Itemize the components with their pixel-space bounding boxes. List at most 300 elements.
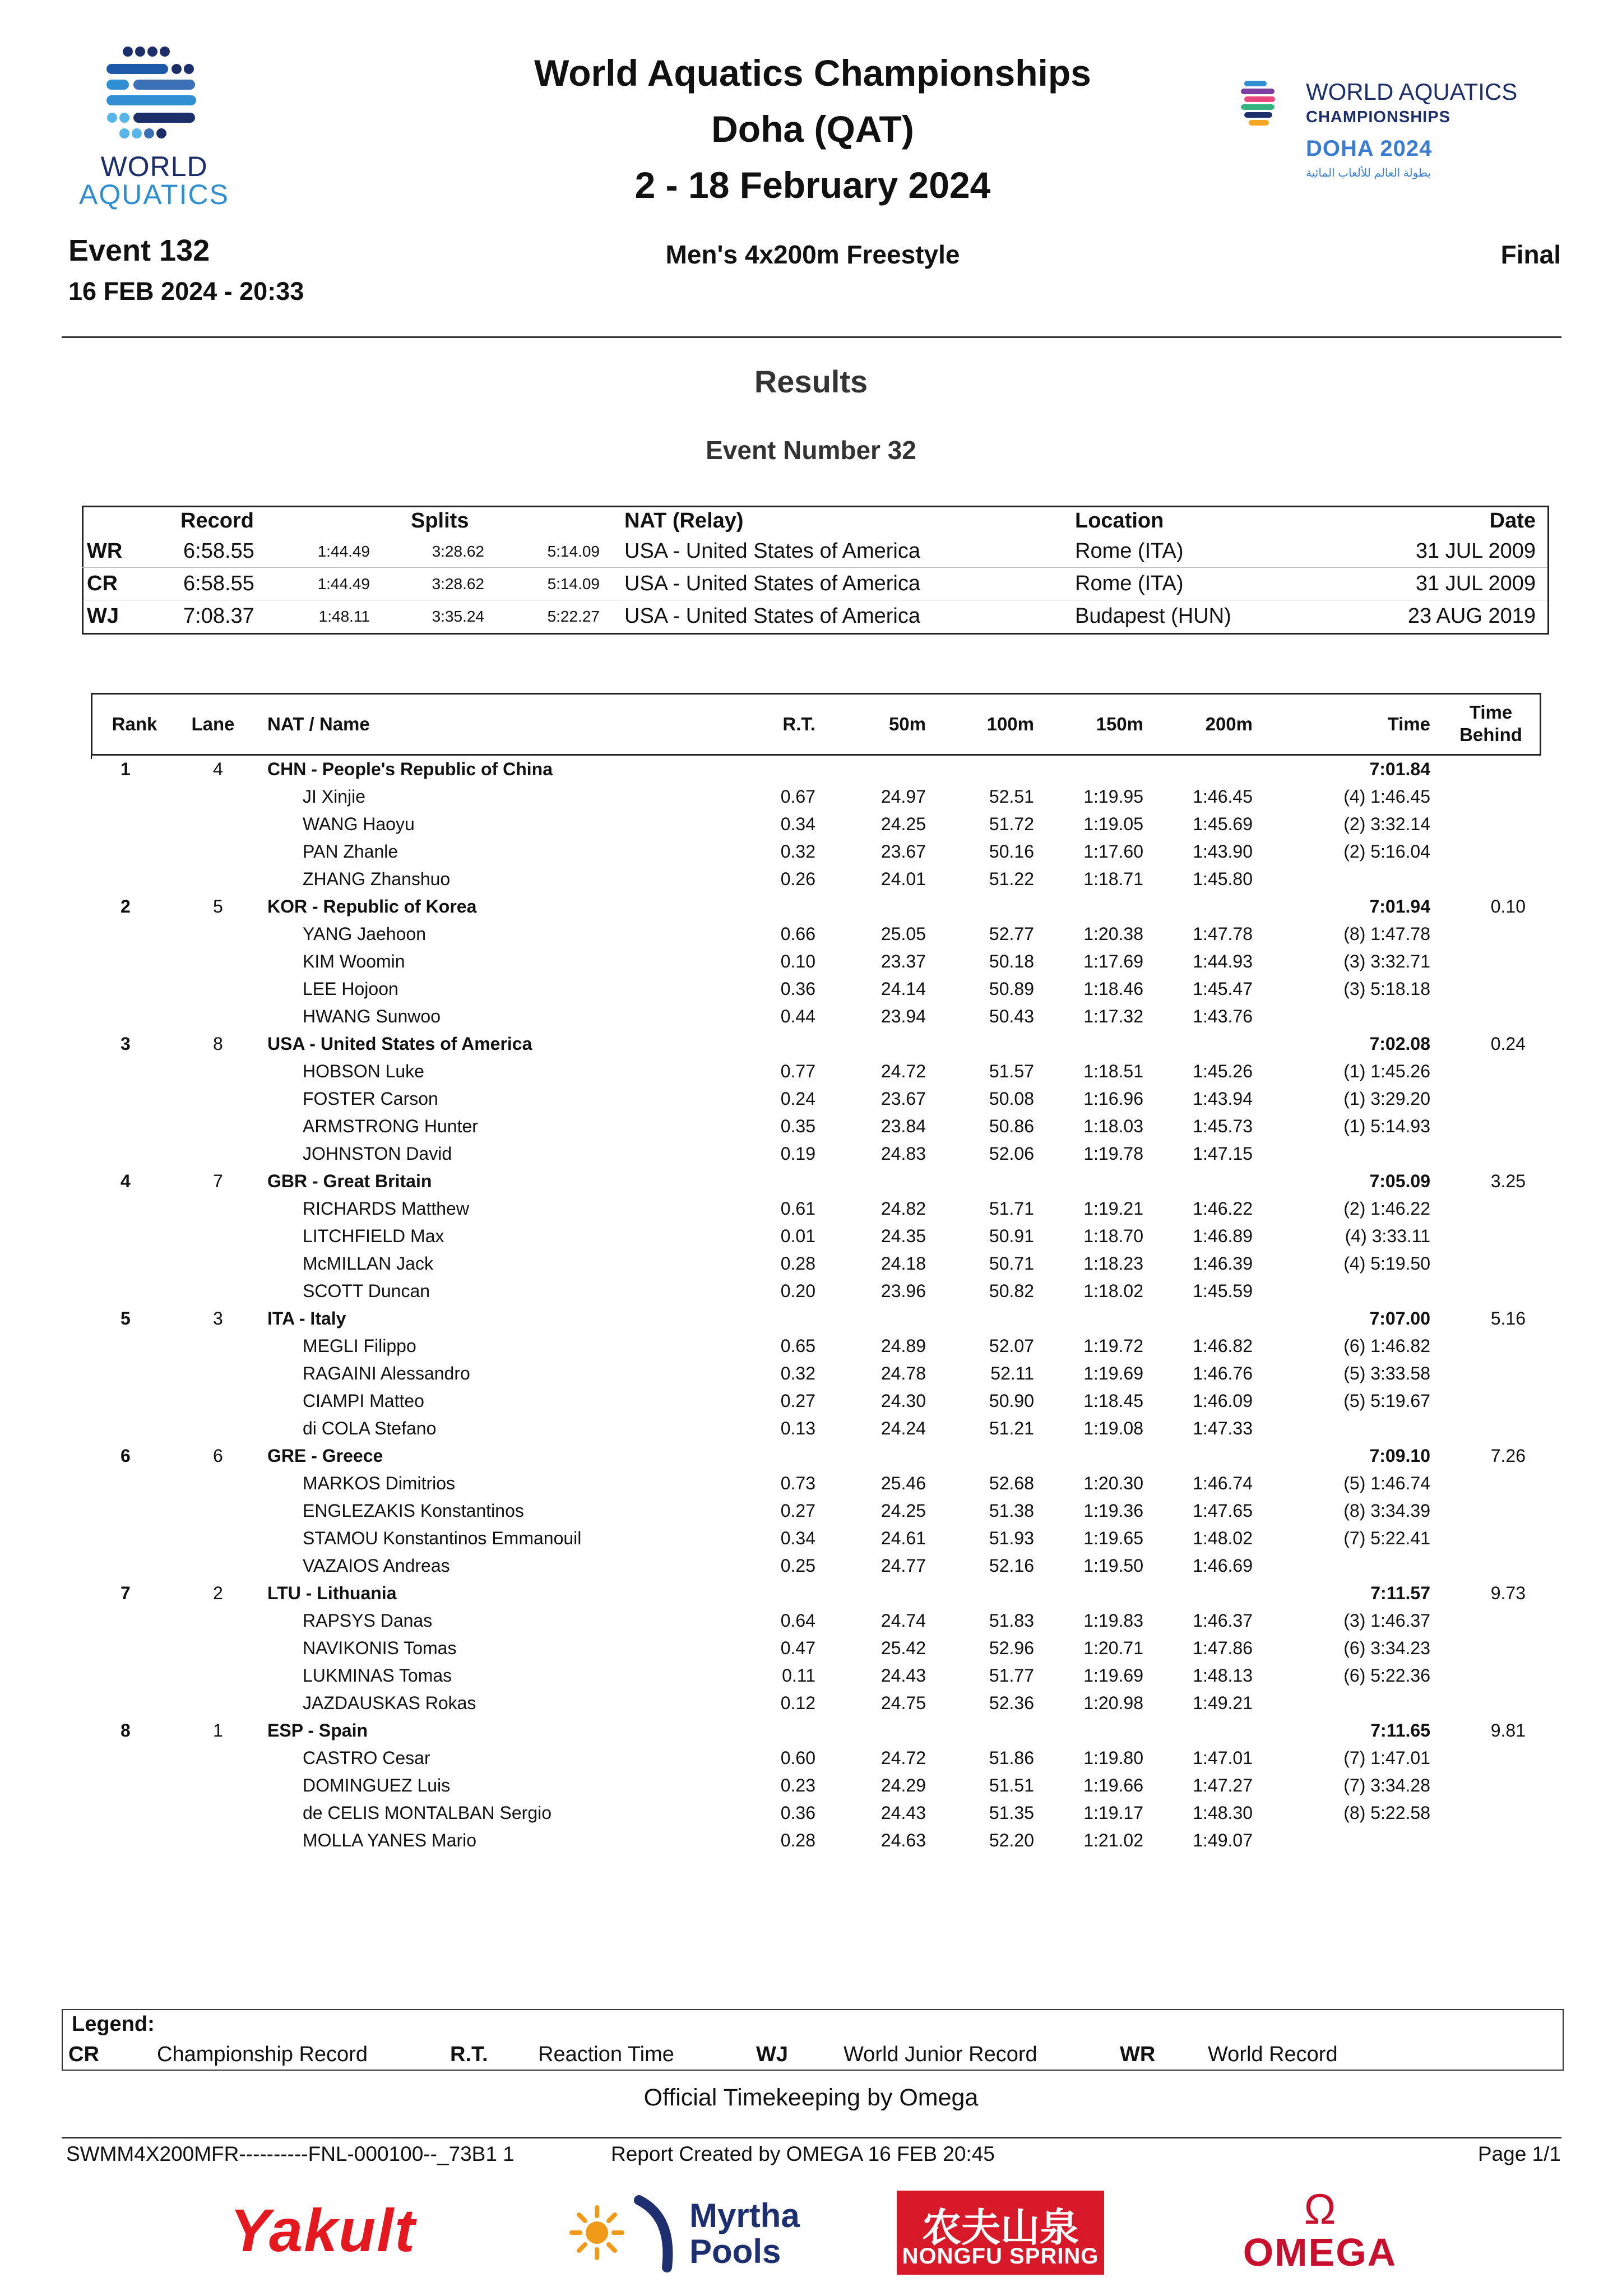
swimmer-split-50m: 24.97 [880, 786, 926, 807]
team-time: 7:01.84 [1369, 759, 1430, 779]
team-time: 7:02.08 [1369, 1034, 1430, 1054]
swimmer-cumulative-split: (6) 1:46.82 [1343, 1336, 1430, 1356]
swimmer-split-150m: 1:19.50 [1083, 1556, 1143, 1576]
team-name: USA - United States of America [267, 1034, 532, 1054]
swimmer-split-150m: 1:19.36 [1083, 1501, 1143, 1521]
myrtha-wave-icon [633, 2195, 678, 2273]
swimmer-cumulative-split: (2) 5:16.04 [1343, 841, 1430, 862]
swimmer-split-100m: 50.91 [989, 1226, 1034, 1246]
swimmer-split-200m: 1:46.22 [1193, 1198, 1253, 1219]
swimmer-cumulative-split: (4) 3:33.11 [1345, 1226, 1430, 1246]
swimmer-cumulative-split: (5) 3:33.58 [1343, 1363, 1430, 1383]
results-title: Results [754, 364, 868, 399]
swimmer-split-100m: 52.36 [989, 1693, 1034, 1713]
swimmer-cumulative-split: (8) 5:22.58 [1343, 1803, 1430, 1823]
championships-logo-doha: DOHA 2024 [1306, 136, 1433, 161]
col-rt: R.T. [782, 714, 815, 734]
swimmer-name: RAGAINI Alessandro [303, 1363, 470, 1383]
swimmer-reaction-time: 0.01 [780, 1226, 815, 1246]
swimmer-cumulative-split: (2) 3:32.14 [1343, 814, 1430, 834]
swimmer-split-200m: 1:43.94 [1193, 1089, 1253, 1109]
legend-code-wr: WR [1120, 2043, 1156, 2066]
swimmer-name: RAPSYS Danas [303, 1610, 433, 1631]
swimmer-split-100m: 52.51 [989, 786, 1034, 807]
swimmer-reaction-time: 0.11 [782, 1665, 815, 1686]
swimmer-split-100m: 51.57 [989, 1061, 1034, 1081]
swimmer-cumulative-split: (7) 5:22.41 [1343, 1528, 1430, 1548]
swimmer-split-150m: 1:18.02 [1083, 1281, 1143, 1301]
world-aquatics-logo-line2: AQUATICS [79, 179, 229, 210]
swimmer-name: MARKOS Dimitrios [303, 1473, 456, 1493]
team-time-behind: 5.16 [1490, 1308, 1526, 1328]
record-date: 31 JUL 2009 [1415, 572, 1536, 595]
team-time: 7:11.57 [1370, 1583, 1430, 1603]
swimmer-reaction-time: 0.66 [780, 924, 815, 944]
swimmer-cumulative-split: (1) 3:29.20 [1343, 1089, 1430, 1109]
swimmer-split-100m: 50.71 [989, 1253, 1034, 1274]
swimmer-split-100m: 52.07 [989, 1336, 1034, 1356]
swimmer-split-200m: 1:47.01 [1193, 1748, 1253, 1768]
team-time: 7:09.10 [1369, 1446, 1430, 1466]
swimmer-split-150m: 1:19.05 [1083, 814, 1143, 834]
swimmer-name: de CELIS MONTALBAN Sergio [303, 1803, 552, 1823]
swimmer-cumulative-split: (3) 1:46.37 [1343, 1610, 1430, 1631]
col-time-behind-line2: Behind [1459, 724, 1522, 745]
swimmer-split-100m: 51.38 [989, 1501, 1034, 1521]
swimmer-split-150m: 1:18.71 [1083, 869, 1143, 889]
record-location: Rome (ITA) [1075, 572, 1184, 595]
record-split-3: 5:22.27 [547, 608, 600, 625]
swimmer-split-150m: 1:20.98 [1083, 1693, 1143, 1713]
swimmer-split-200m: 1:47.15 [1193, 1144, 1253, 1164]
swimmer-reaction-time: 0.27 [780, 1501, 815, 1521]
swimmer-split-150m: 1:19.80 [1083, 1748, 1143, 1768]
swimmer-split-100m: 51.21 [989, 1418, 1034, 1438]
swimmer-split-200m: 1:45.69 [1193, 814, 1253, 834]
swimmer-split-150m: 1:17.69 [1083, 951, 1143, 971]
swimmer-split-50m: 24.35 [880, 1226, 926, 1246]
swimmer-reaction-time: 0.64 [780, 1610, 815, 1631]
swimmer-split-150m: 1:18.03 [1083, 1116, 1143, 1136]
team-time-behind: 9.81 [1490, 1720, 1526, 1740]
swimmer-split-150m: 1:19.08 [1083, 1418, 1143, 1438]
record-location: Rome (ITA) [1075, 539, 1184, 563]
record-split-3: 5:14.09 [547, 575, 600, 592]
swimmer-reaction-time: 0.26 [780, 869, 815, 889]
swimmer-split-100m: 52.96 [989, 1638, 1034, 1658]
team-lane: 5 [213, 896, 223, 916]
swimmer-name: MOLLA YANES Mario [303, 1830, 477, 1850]
swimmer-split-100m: 52.20 [989, 1830, 1034, 1850]
swimmer-split-50m: 24.78 [880, 1363, 926, 1383]
record-split-2: 3:35.24 [432, 608, 484, 625]
swimmer-cumulative-split: (1) 1:45.26 [1343, 1061, 1430, 1081]
swimmer-name: LEE Hojoon [303, 979, 398, 999]
swimmer-split-150m: 1:19.72 [1083, 1336, 1143, 1356]
records-header-location: Location [1075, 509, 1164, 533]
swimmer-split-100m: 50.82 [989, 1281, 1034, 1301]
records-header-date: Date [1489, 509, 1536, 533]
col-time: Time [1387, 714, 1430, 734]
swimmer-name: LUKMINAS Tomas [303, 1665, 452, 1686]
swimmer-name: KIM Woomin [303, 951, 405, 971]
swimmer-name: JOHNSTON David [303, 1144, 452, 1164]
swimmer-name: STAMOU Konstantinos Emmanouil [303, 1528, 582, 1548]
record-time: 7:08.37 [183, 604, 254, 628]
swimmer-split-50m: 24.72 [880, 1748, 926, 1768]
swimmer-split-100m: 50.08 [989, 1089, 1034, 1109]
legend-title: Legend: [72, 2012, 155, 2036]
swimmer-split-150m: 1:19.21 [1083, 1198, 1143, 1219]
swimmer-name: di COLA Stefano [303, 1418, 437, 1438]
legend-label-wj: World Junior Record [844, 2043, 1037, 2066]
team-time-behind: 3.25 [1490, 1171, 1526, 1191]
swimmer-split-100m: 51.71 [989, 1198, 1034, 1219]
event-name: Men's 4x200m Freestyle [665, 240, 960, 269]
swimmer-split-100m: 50.16 [989, 841, 1034, 862]
swimmer-split-50m: 24.72 [880, 1061, 926, 1081]
swimmer-name: RICHARDS Matthew [303, 1198, 469, 1219]
swimmer-cumulative-split: (3) 5:18.18 [1343, 979, 1430, 999]
legend-code-rt: R.T. [450, 2043, 488, 2066]
team-time-behind: 0.24 [1490, 1034, 1526, 1054]
swimmer-split-50m: 24.29 [880, 1775, 926, 1795]
col-50m: 50m [888, 714, 926, 734]
sponsor-nongfu-english: NONGFU SPRING [902, 2244, 1099, 2269]
swimmer-split-150m: 1:18.51 [1083, 1061, 1143, 1081]
swimmer-reaction-time: 0.77 [780, 1061, 815, 1081]
swimmer-reaction-time: 0.65 [780, 1336, 815, 1356]
swimmer-split-50m: 24.77 [880, 1556, 926, 1576]
sponsor-myrtha-line1: Myrtha [689, 2197, 800, 2234]
team-name: CHN - People's Republic of China [267, 759, 553, 779]
team-time-behind: 9.73 [1490, 1583, 1526, 1603]
swimmer-split-200m: 1:44.93 [1193, 951, 1253, 971]
legend-label-rt: Reaction Time [538, 2043, 674, 2066]
team-rank: 8 [121, 1720, 131, 1740]
swimmer-cumulative-split: (8) 1:47.78 [1343, 924, 1430, 944]
header-divider [62, 336, 1561, 338]
col-rank: Rank [112, 714, 157, 734]
swimmer-split-150m: 1:18.45 [1083, 1391, 1143, 1411]
swimmer-split-50m: 24.14 [880, 979, 926, 999]
swimmer-split-200m: 1:46.89 [1193, 1226, 1253, 1246]
swimmer-split-150m: 1:18.70 [1083, 1226, 1143, 1246]
swimmer-split-100m: 51.72 [989, 814, 1034, 834]
swimmer-reaction-time: 0.67 [780, 786, 815, 807]
record-split-3: 5:14.09 [547, 543, 600, 560]
swimmer-split-50m: 24.01 [880, 869, 926, 889]
swimmer-split-100m: 51.77 [989, 1665, 1034, 1686]
page-number: Page 1/1 [1477, 2142, 1561, 2165]
col-name: NAT / Name [267, 714, 370, 734]
team-lane: 7 [213, 1171, 223, 1191]
team-time: 7:07.00 [1369, 1308, 1430, 1328]
swimmer-split-200m: 1:47.33 [1193, 1418, 1253, 1438]
swimmer-split-200m: 1:46.69 [1193, 1556, 1253, 1576]
championships-logo-arabic: بطولة العالم للألعاب المائية [1306, 167, 1431, 179]
record-time: 6:58.55 [183, 539, 254, 563]
championship-title: World Aquatics Championships [534, 52, 1091, 94]
col-200m: 200m [1205, 714, 1253, 734]
team-rank: 3 [121, 1034, 131, 1054]
swimmer-reaction-time: 0.19 [780, 1144, 815, 1164]
championships-logo-title: WORLD AQUATICS [1306, 78, 1518, 105]
swimmer-split-50m: 23.94 [880, 1006, 926, 1026]
swimmer-split-150m: 1:19.83 [1083, 1610, 1143, 1631]
swimmer-split-200m: 1:47.65 [1193, 1501, 1253, 1521]
team-name: LTU - Lithuania [267, 1583, 397, 1603]
record-code: WR [87, 539, 123, 563]
swimmer-reaction-time: 0.32 [780, 841, 815, 862]
swimmer-split-50m: 24.61 [880, 1528, 926, 1548]
swimmer-name: SCOTT Duncan [303, 1281, 430, 1301]
swimmer-split-100m: 52.16 [989, 1556, 1034, 1576]
record-code: WJ [87, 604, 119, 628]
swimmer-reaction-time: 0.73 [780, 1473, 815, 1493]
swimmer-cumulative-split: (6) 3:34.23 [1343, 1638, 1430, 1658]
legend-code-cr: CR [68, 2043, 99, 2066]
swimmer-split-150m: 1:16.96 [1083, 1089, 1143, 1109]
swimmer-cumulative-split: (1) 5:14.93 [1343, 1116, 1430, 1136]
swimmer-cumulative-split: (7) 1:47.01 [1343, 1748, 1430, 1768]
team-name: ESP - Spain [267, 1720, 368, 1740]
swimmer-cumulative-split: (3) 3:32.71 [1343, 951, 1430, 971]
sponsor-nongfu-chinese: 农夫山泉 [922, 2206, 1079, 2249]
swimmer-split-50m: 23.96 [880, 1281, 926, 1301]
swimmer-split-100m: 50.18 [989, 951, 1034, 971]
swimmer-name: ZHANG Zhanshuo [303, 869, 451, 889]
team-rank: 6 [121, 1446, 131, 1466]
swimmer-split-100m: 52.68 [989, 1473, 1034, 1493]
swimmer-reaction-time: 0.32 [780, 1363, 815, 1383]
championship-location: Doha (QAT) [711, 108, 914, 150]
swimmer-split-200m: 1:47.86 [1193, 1638, 1253, 1658]
swimmer-reaction-time: 0.34 [780, 1528, 815, 1548]
swimmer-split-150m: 1:18.46 [1083, 979, 1143, 999]
swimmer-split-100m: 51.86 [989, 1748, 1034, 1768]
swimmer-split-50m: 25.42 [880, 1638, 926, 1658]
sponsor-yakult-logo: Yakult [230, 2196, 416, 2264]
record-split-1: 1:44.49 [317, 575, 370, 592]
swimmer-split-100m: 50.90 [989, 1391, 1034, 1411]
swimmer-name: CIAMPI Matteo [303, 1391, 424, 1411]
championship-dates: 2 - 18 February 2024 [634, 164, 991, 206]
swimmer-name: CASTRO Cesar [303, 1748, 430, 1768]
col-150m: 150m [1096, 714, 1143, 734]
swimmer-reaction-time: 0.23 [780, 1775, 815, 1795]
swimmer-cumulative-split: (5) 1:46.74 [1343, 1473, 1430, 1493]
swimmer-split-200m: 1:48.30 [1193, 1803, 1253, 1823]
record-code: CR [87, 572, 118, 595]
swimmer-name: MEGLI Filippo [303, 1336, 416, 1356]
swimmer-name: DOMINGUEZ Luis [303, 1775, 451, 1795]
col-lane: Lane [191, 714, 235, 734]
event-number: Event 132 [68, 234, 210, 267]
swimmer-split-200m: 1:45.59 [1193, 1281, 1253, 1301]
omega-symbol-icon: Ω [1304, 2186, 1336, 2233]
swimmer-split-150m: 1:19.95 [1083, 786, 1143, 807]
event-datetime: 16 FEB 2024 - 20:33 [68, 277, 304, 305]
swimmer-split-50m: 24.83 [880, 1144, 926, 1164]
swimmer-split-150m: 1:19.69 [1083, 1363, 1143, 1383]
col-100m: 100m [986, 714, 1034, 734]
team-lane: 1 [213, 1720, 223, 1740]
sponsor-omega-logo: OMEGA [1243, 2230, 1397, 2274]
swimmer-split-50m: 23.67 [880, 1089, 926, 1109]
swimmer-split-50m: 23.37 [880, 951, 926, 971]
swimmer-reaction-time: 0.24 [780, 1089, 815, 1109]
swimmer-split-200m: 1:46.45 [1193, 786, 1253, 807]
swimmer-name: JAZDAUSKAS Rokas [303, 1693, 476, 1713]
swimmer-reaction-time: 0.36 [780, 1803, 815, 1823]
swimmer-name: ENGLEZAKIS Konstantinos [303, 1501, 524, 1521]
swimmer-reaction-time: 0.12 [780, 1693, 815, 1713]
swimmer-split-50m: 25.05 [880, 924, 926, 944]
record-time: 6:58.55 [183, 572, 254, 595]
swimmer-split-200m: 1:45.73 [1193, 1116, 1253, 1136]
event-number-line: Event Number 32 [706, 436, 916, 465]
swimmer-reaction-time: 0.47 [780, 1638, 815, 1658]
record-date: 23 AUG 2019 [1407, 604, 1536, 628]
swimmer-split-50m: 23.84 [880, 1116, 926, 1136]
swimmer-split-200m: 1:47.27 [1193, 1775, 1253, 1795]
swimmer-split-150m: 1:18.23 [1083, 1253, 1143, 1274]
swimmer-split-100m: 52.06 [989, 1144, 1034, 1164]
swimmer-split-200m: 1:45.26 [1193, 1061, 1253, 1081]
team-name: ITA - Italy [267, 1308, 346, 1328]
results-border-stub [91, 752, 92, 759]
swimmer-split-150m: 1:19.17 [1083, 1803, 1143, 1823]
swimmer-reaction-time: 0.44 [780, 1006, 815, 1026]
swimmer-split-50m: 24.89 [880, 1336, 926, 1356]
team-rank: 5 [121, 1308, 131, 1328]
team-rank: 1 [121, 759, 131, 779]
swimmer-split-50m: 24.18 [880, 1253, 926, 1274]
swimmer-reaction-time: 0.28 [780, 1830, 815, 1850]
col-time-behind-line1: Time [1469, 702, 1513, 723]
record-date: 31 JUL 2009 [1415, 539, 1536, 563]
swimmer-name: WANG Haoyu [303, 814, 415, 834]
championships-logo-subtitle: CHAMPIONSHIPS [1306, 108, 1450, 126]
footer-divider [62, 2137, 1561, 2138]
team-lane: 3 [213, 1308, 223, 1328]
swimmer-cumulative-split: (6) 5:22.36 [1343, 1665, 1430, 1686]
swimmer-cumulative-split: (5) 5:19.67 [1343, 1391, 1430, 1411]
swimmer-split-200m: 1:49.07 [1193, 1830, 1253, 1850]
swimmer-split-50m: 24.25 [880, 1501, 926, 1521]
team-lane: 4 [213, 759, 223, 779]
swimmer-split-200m: 1:43.76 [1193, 1006, 1253, 1026]
swimmer-split-50m: 24.43 [880, 1803, 926, 1823]
swimmer-split-150m: 1:21.02 [1083, 1830, 1143, 1850]
swimmer-split-200m: 1:49.21 [1193, 1693, 1253, 1713]
record-split-1: 1:44.49 [317, 543, 370, 560]
swimmer-split-200m: 1:43.90 [1193, 841, 1253, 862]
team-name: KOR - Republic of Korea [267, 896, 477, 916]
swimmer-reaction-time: 0.34 [780, 814, 815, 834]
report-code: SWMM4X200MFR----------FNL-000100--_73B1 1 [66, 2142, 515, 2165]
swimmer-name: PAN Zhanle [303, 841, 398, 862]
team-time: 7:05.09 [1369, 1171, 1430, 1191]
legend-label-cr: Championship Record [157, 2043, 368, 2066]
swimmer-name: LITCHFIELD Max [303, 1226, 444, 1246]
swimmer-split-100m: 50.43 [989, 1006, 1034, 1026]
swimmer-name: HOBSON Luke [303, 1061, 424, 1081]
swimmer-split-50m: 24.82 [880, 1198, 926, 1219]
team-time-behind: 0.10 [1490, 896, 1526, 916]
team-rank: 4 [121, 1171, 131, 1191]
swimmer-cumulative-split: (4) 1:46.45 [1343, 786, 1430, 807]
swimmer-split-200m: 1:47.78 [1193, 924, 1253, 944]
swimmer-split-150m: 1:19.66 [1083, 1775, 1143, 1795]
myrtha-sun-icon [566, 2202, 628, 2263]
swimmer-name: YANG Jaehoon [303, 924, 426, 944]
record-split-2: 3:28.62 [432, 543, 484, 560]
swimmer-split-50m: 24.24 [880, 1418, 926, 1438]
swimmer-split-100m: 51.22 [989, 869, 1034, 889]
swimmer-split-100m: 52.11 [990, 1363, 1034, 1383]
team-name: GRE - Greece [267, 1446, 383, 1466]
team-rank: 7 [121, 1583, 131, 1603]
swimmer-split-150m: 1:20.38 [1083, 924, 1143, 944]
swimmer-split-100m: 50.86 [989, 1116, 1034, 1136]
team-lane: 2 [213, 1583, 223, 1603]
swimmer-name: McMILLAN Jack [303, 1253, 433, 1274]
swimmer-split-200m: 1:46.37 [1193, 1610, 1253, 1631]
team-name: GBR - Great Britain [267, 1171, 432, 1191]
swimmer-split-150m: 1:20.71 [1083, 1638, 1143, 1658]
record-nat: USA - United States of America [624, 604, 921, 628]
swimmer-reaction-time: 0.36 [780, 979, 815, 999]
record-split-2: 3:28.62 [432, 575, 484, 592]
swimmer-split-150m: 1:19.65 [1083, 1528, 1143, 1548]
swimmer-name: FOSTER Carson [303, 1089, 438, 1109]
swimmer-split-50m: 24.63 [880, 1830, 926, 1850]
swimmer-split-200m: 1:46.82 [1193, 1336, 1253, 1356]
swimmer-split-150m: 1:17.32 [1083, 1006, 1143, 1026]
swimmer-reaction-time: 0.10 [780, 951, 815, 971]
swimmer-name: JI Xinjie [303, 786, 366, 807]
team-time: 7:11.65 [1370, 1720, 1430, 1740]
swimmer-name: VAZAIOS Andreas [303, 1556, 450, 1576]
world-aquatics-logo-line1: WORLD [100, 151, 208, 182]
team-lane: 6 [213, 1446, 223, 1466]
swimmer-split-50m: 24.43 [880, 1665, 926, 1686]
swimmer-split-150m: 1:20.30 [1083, 1473, 1143, 1493]
team-rank: 2 [121, 896, 131, 916]
records-header-nat: NAT (Relay) [624, 509, 744, 533]
swimmer-split-200m: 1:45.47 [1193, 979, 1253, 999]
swimmer-split-100m: 52.77 [989, 924, 1034, 944]
swimmer-split-50m: 24.75 [880, 1693, 926, 1713]
swimmer-split-100m: 50.89 [989, 979, 1034, 999]
swimmer-split-50m: 23.67 [880, 841, 926, 862]
swimmer-reaction-time: 0.60 [780, 1748, 815, 1768]
records-header-splits: Splits [411, 509, 469, 533]
swimmer-split-200m: 1:45.80 [1193, 869, 1253, 889]
swimmer-split-200m: 1:46.76 [1193, 1363, 1253, 1383]
swimmer-reaction-time: 0.20 [780, 1281, 815, 1301]
swimmer-reaction-time: 0.28 [780, 1253, 815, 1274]
record-row-separator [82, 567, 1547, 568]
swimmer-split-200m: 1:46.09 [1193, 1391, 1253, 1411]
swimmer-split-150m: 1:19.69 [1083, 1665, 1143, 1686]
swimmer-split-150m: 1:19.78 [1083, 1144, 1143, 1164]
team-time-behind: 7.26 [1490, 1446, 1526, 1466]
team-time: 7:01.94 [1369, 896, 1430, 916]
swimmer-reaction-time: 0.13 [780, 1418, 815, 1438]
